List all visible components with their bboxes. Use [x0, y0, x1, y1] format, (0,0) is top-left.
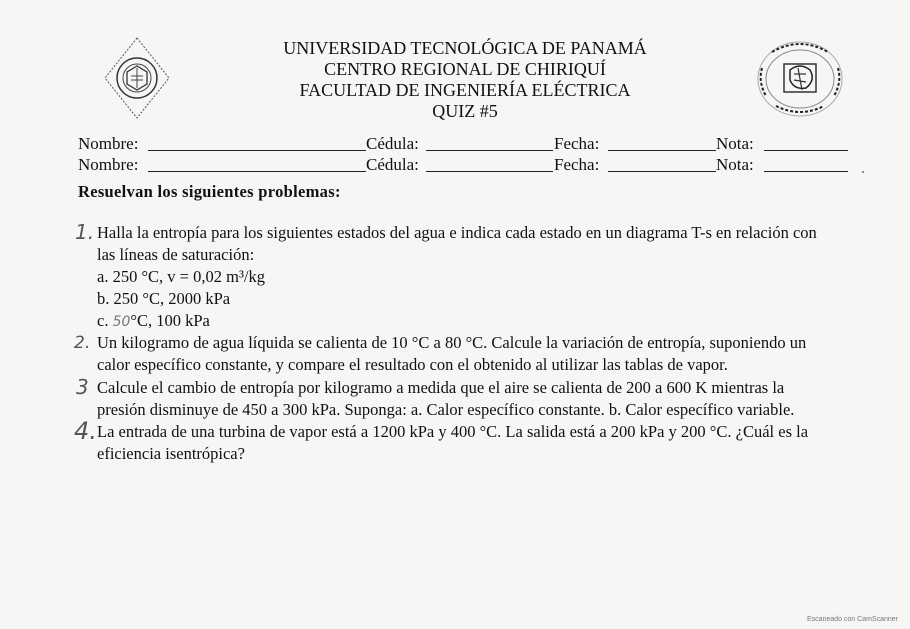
instructions-heading: Resuelvan los siguientes problemas: [78, 182, 341, 201]
scanner-watermark: Escaneado con CamScanner [806, 616, 898, 623]
nombre-label: Nombre: [78, 155, 139, 174]
problem-1-line-2: las líneas de saturación: [97, 245, 255, 264]
fecha-label: Fecha: [554, 134, 600, 153]
quiz-title: QUIZ #5 [432, 101, 498, 121]
nombre-line[interactable] [148, 171, 366, 172]
fecha-label: Fecha: [554, 155, 600, 174]
problem-2-line-2: calor específico constante, y compare el resultado con el obtenido al utilizar las tablas de vapor. [97, 355, 728, 374]
nombre-line[interactable] [148, 150, 366, 151]
campus-name: CENTRO REGIONAL DE CHIRIQUÍ [324, 59, 606, 79]
nota-line[interactable] [764, 171, 848, 172]
problem-1-item-c [97, 310, 210, 333]
fecha-line[interactable] [608, 171, 716, 172]
problem-4-line-2: eficiencia isentrópica? [97, 444, 245, 463]
problem-1-line-1: Halla la entropía para los siguientes estados del agua e indica cada estado en un diagrama T-s en relación con [97, 223, 817, 242]
nota-label: Nota: [716, 155, 754, 174]
problem-3-line-1: Calcule el cambio de entropía por kilogramo a medida que el aire se calienta de 200 a 600 K mientras la [97, 378, 785, 397]
nombre-label: Nombre: [78, 134, 139, 153]
problem-2-line-1: Un kilogramo de agua líquida se calienta de 10 °C a 80 °C. Calcule la variación de entropía, suponiendo un [97, 333, 807, 352]
problem-1-item-a: a. 250 °C, v = 0,02 m³/kg [97, 267, 265, 286]
problem-3-line-2: presión disminuye de 450 a 300 kPa. Suponga: a. Calor específico constante. b. Calor específico variable. [97, 400, 795, 419]
cedula-line[interactable] [426, 171, 553, 172]
problem-4-marker: 4. [74, 417, 97, 445]
problem-1-marker: 1. [75, 220, 95, 244]
cedula-label: Cédula: [366, 155, 419, 174]
nota-line[interactable] [764, 150, 848, 151]
problem-2-marker: 2. [74, 333, 91, 353]
faculty-name: FACULTAD DE INGENIERÍA ELÉCTRICA [299, 80, 631, 100]
problem-1-item-b: b. 250 °C, 2000 kPa [97, 289, 231, 308]
problem-4-line-1: La entrada de una turbina de vapor está a 1200 kPa y 400 °C. La salida está a 200 kPa y 200 °C. ¿Cuál es la [97, 422, 809, 441]
problem-3-marker: 3 [76, 375, 89, 399]
fecha-line[interactable] [608, 150, 716, 151]
item-c-suffix: °C, 100 kPa [130, 311, 210, 330]
faculty-seal-right [754, 38, 846, 120]
handwritten-temperature: 50 [112, 314, 131, 330]
nota-label: Nota: [716, 134, 754, 153]
item-c-prefix: c. [97, 311, 109, 330]
cedula-line[interactable] [426, 150, 553, 151]
university-name: UNIVERSIDAD TECNOLÓGICA DE PANAMÁ [283, 38, 647, 58]
document-header [220, 38, 710, 122]
scan-speck [862, 171, 864, 173]
cedula-label: Cédula: [366, 134, 419, 153]
university-logo-left [103, 36, 171, 120]
